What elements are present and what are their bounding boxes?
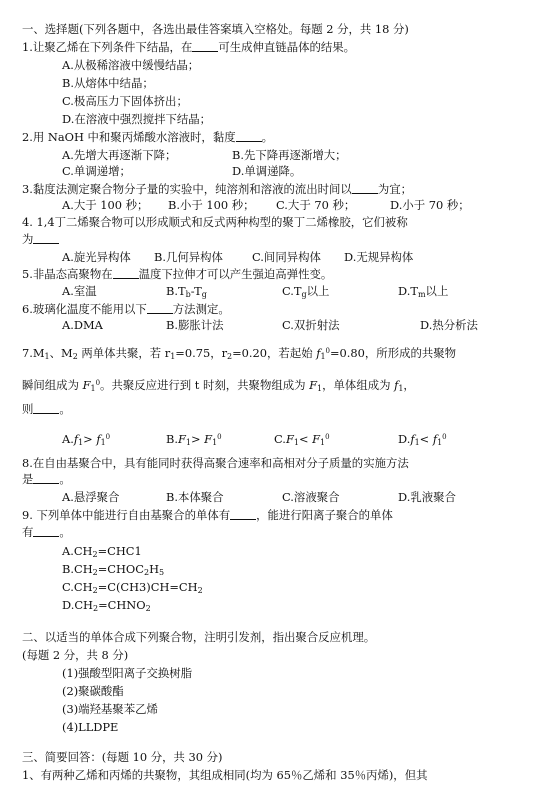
q7-option-d: $D.f_1< f_1^0$ (398, 432, 447, 447)
q7-option-a: $A.f_1> f_1^0$ (62, 432, 111, 447)
q8-option-d: D.乳液聚合 (398, 490, 456, 504)
question-9-cont: 有 。 (22, 525, 71, 539)
q1-option-b: B.从熔体中结晶； (62, 76, 154, 90)
q9-option-c: $C.CH_2=C(CH3)CH=CH_2$ (62, 580, 203, 595)
section2-score: (每题 2 分，共 8 分) (22, 648, 129, 662)
q5-option-c: $C.T_g$以上 (282, 284, 330, 299)
question-7-line3: 则 。 (22, 402, 71, 416)
q1-option-c: C.极高压力下固体挤出； (62, 94, 188, 108)
q3-option-b: B.小于 100 秒； (168, 198, 255, 212)
question-6: 6.玻璃化温度不能用以下 方法测定。 (22, 302, 230, 316)
q7-option-c: $C.F_1< F_1^0$ (274, 432, 330, 447)
q2-option-b: B.先下降再逐渐增大； (232, 148, 347, 162)
answer-blank (113, 268, 139, 279)
q9-option-b: $B.CH_2=CHOC_2H_5$ (62, 562, 165, 577)
answer-blank (192, 41, 218, 52)
q3-option-a: A.大于 100 秒； (62, 198, 149, 212)
answer-blank (33, 526, 59, 537)
section3-question-1: 1、有两种乙烯和丙烯的共聚物，其组成相同(均为 65％乙烯和 35％丙烯)，但其 (22, 768, 428, 782)
question-4-cont: 为 (22, 232, 59, 246)
question-7-line2: 瞬间组成为 $F_1^0$。共聚反应进行到 t 时刻，共聚物组成为 $F_1$，单体组成为 $f_1$， (22, 378, 415, 393)
q5-option-a: A.室温 (62, 284, 97, 298)
q5-option-b: $B.T_b-T_g$ (166, 284, 207, 299)
q7-option-b: $B.F_1> F_1^0$ (166, 432, 222, 447)
question-7: $7.M_1$、$M_2$ 两单体共聚，若 $r_1=0.75$，$r_2=0.20$，若起始 $f_1^0=0.80$，所形成的共聚物 (22, 346, 457, 361)
question-4: 4. 1,4丁二烯聚合物可以形成顺式和反式两种构型的聚丁二烯橡胶，它们被称 (22, 215, 408, 229)
q8-option-b: B.本体聚合 (166, 490, 224, 504)
q4-option-a: A.旋光异构体 (62, 250, 131, 264)
q4-option-b: B.几何异构体 (154, 250, 223, 264)
section2-item-4: (4)LLDPE (62, 720, 119, 734)
q9-option-d: $D.CH_2=CHNO_2$ (62, 598, 151, 613)
q1-option-d: D.在溶液中强烈搅拌下结晶； (62, 112, 212, 126)
section1-heading: 一、选择题(下列各题中，各选出最佳答案填入空格处。每题 2 分，共 18 分) (22, 22, 409, 36)
q6-option-a: A.DMA (62, 318, 103, 332)
section2-heading: 二、以适当的单体合成下列聚合物，注明引发剂，指出聚合反应机理。 (22, 630, 376, 644)
question-2: 2.用 NaOH 中和聚丙烯酸水溶液时，黏度 。 (22, 130, 274, 144)
q5-option-d: $D.T_m$以上 (398, 284, 449, 299)
q6-option-c: C.双折射法 (282, 318, 340, 332)
q6-option-b: B.膨胀计法 (166, 318, 224, 332)
question-3: 3.黏度法测定聚合物分子量的实验中，纯溶剂和溶液的流出时间以 为宜； (22, 182, 412, 196)
question-1: 1.让聚乙烯在下列条件下结晶，在 可生成伸直链晶体的结果。 (22, 40, 356, 54)
section2-item-2: (2)聚碳酸酯 (62, 684, 124, 698)
answer-blank (33, 403, 59, 414)
section2-item-3: (3)端羟基聚苯乙烯 (62, 702, 158, 716)
q9-option-a: $A.CH_2=CHC1$ (62, 544, 142, 559)
q2-option-d: D.单调递降。 (232, 164, 302, 178)
question-8-cont: 是 。 (22, 472, 71, 486)
q1-option-a: A.从极稀溶液中缓慢结晶； (62, 58, 200, 72)
q4-option-d: D.无规异构体 (344, 250, 414, 264)
q3-option-c: C.大于 70 秒； (276, 198, 356, 212)
section2-item-1: (1)强酸型阳离子交换树脂 (62, 666, 193, 680)
q6-option-d: D.热分析法 (420, 318, 478, 332)
q2-option-c: C.单调递增； (62, 164, 131, 178)
q3-option-d: D.小于 70 秒； (390, 198, 470, 212)
answer-blank (230, 509, 256, 520)
answer-blank (33, 473, 59, 484)
answer-blank (236, 131, 262, 142)
answer-blank (147, 303, 173, 314)
answer-blank (33, 233, 59, 244)
q2-option-a: A.先增大再逐渐下降； (62, 148, 177, 162)
q8-option-c: C.溶液聚合 (282, 490, 340, 504)
question-9: 9. 下列单体中能进行自由基聚合的单体有 ，能进行阳离子聚合的单体 (22, 508, 393, 522)
answer-blank (352, 183, 378, 194)
question-8: 8.在自由基聚合中，具有能同时获得高聚合速率和高相对分子质量的实施方法 (22, 456, 409, 470)
question-5: 5.非晶态高聚物在 温度下拉伸才可以产生强迫高弹性变。 (22, 267, 333, 281)
section3-heading: 三、简要回答：(每题 10 分，共 30 分) (22, 750, 223, 764)
q4-option-c: C.间同异构体 (252, 250, 321, 264)
q8-option-a: A.悬浮聚合 (62, 490, 120, 504)
